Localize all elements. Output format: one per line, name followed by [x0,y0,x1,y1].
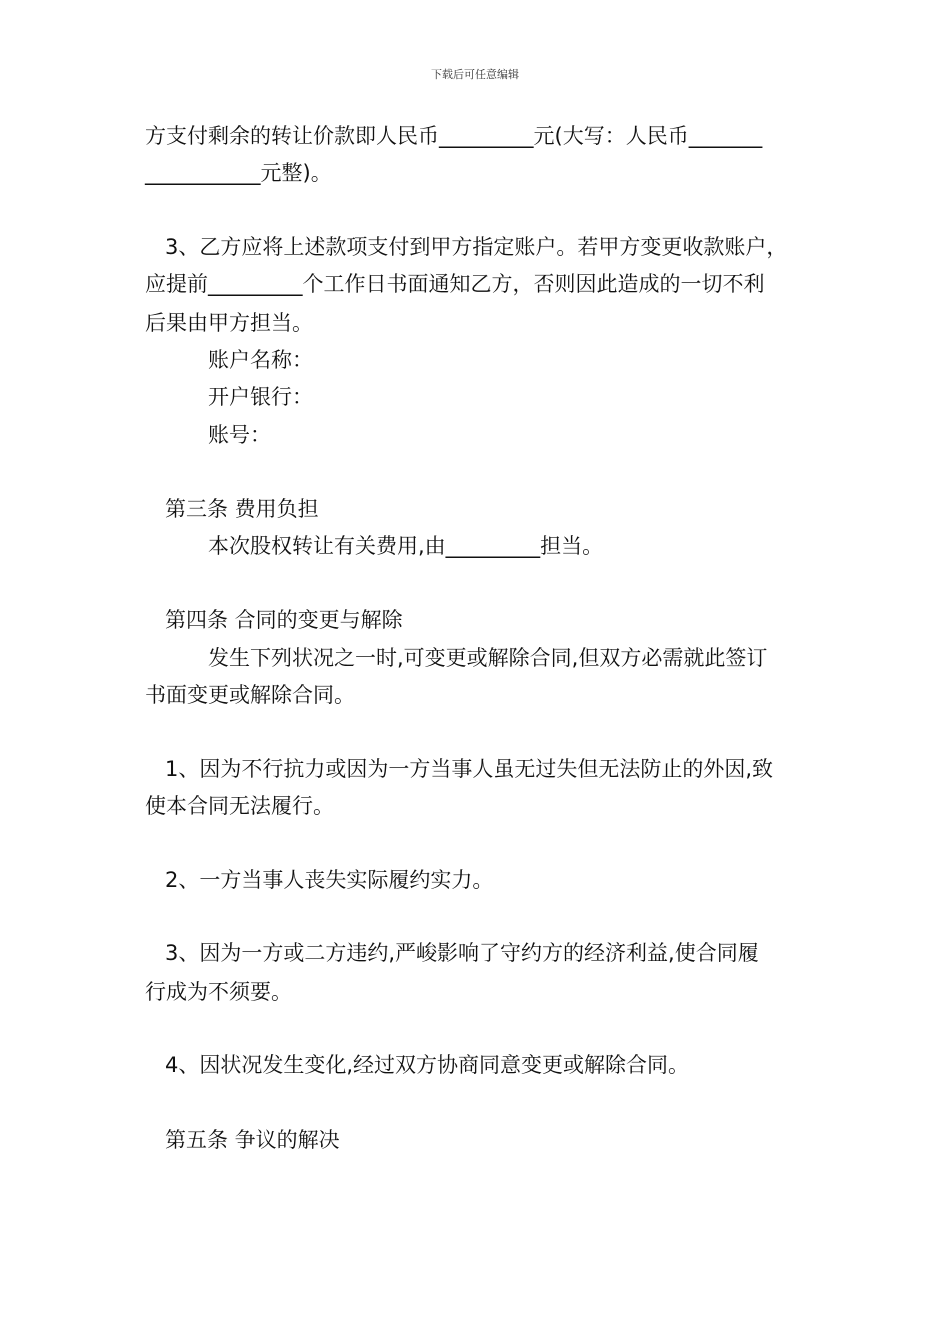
clause-3-line-1: 3、乙方应将上述款项支付到甲方指定账户。若甲方变更收款账户， [165,235,788,259]
article-4-intro-line-1: 发生下列状况之一时,可变更或解除合同,但双方必需就此签订 [208,646,768,670]
article-4-item-4: 4、因状况发生变化,经过双方协商同意变更或解除合同。 [165,1053,690,1077]
article-4-heading: 第四条 合同的变更与解除 [165,608,403,632]
article-3-heading: 第三条 费用负担 [165,497,319,521]
article-4-item-3-line-1: 3、因为一方或二方违约,严峻影响了守约方的经济利益,使合同履 [165,941,759,965]
account-number-label: 账号： [208,423,271,447]
page-header-note: 下载后可任意编辑 [431,68,519,81]
article-5-heading: 第五条 争议的解决 [165,1128,340,1152]
account-name-label: 账户名称： [208,348,313,372]
article-4-intro-line-2: 书面变更或解除合同。 [145,683,355,707]
payment-remaining-line-cont: ___________元整)。 [145,161,332,185]
clause-3-line-2: 应提前_________个工作日书面通知乙方，否则因此造成的一切不利 [145,272,765,296]
article-4-item-2: 2、一方当事人丧失实际履约实力。 [165,868,494,892]
article-4-item-3-line-2: 行成为不须要。 [145,980,292,1004]
clause-3-line-3: 后果由甲方担当。 [145,311,313,335]
article-3-body: 本次股权转让有关费用,由_________担当。 [208,534,604,558]
payment-remaining-line: 方支付剩余的转让价款即人民币_________元(大写：人民币_______ [145,124,763,148]
article-4-item-1-line-1: 1、因为不行抗力或因为一方当事人虽无过失但无法防止的外因,致 [165,757,774,781]
bank-name-label: 开户银行： [208,385,313,409]
article-4-item-1-line-2: 使本合同无法履行。 [145,794,334,818]
